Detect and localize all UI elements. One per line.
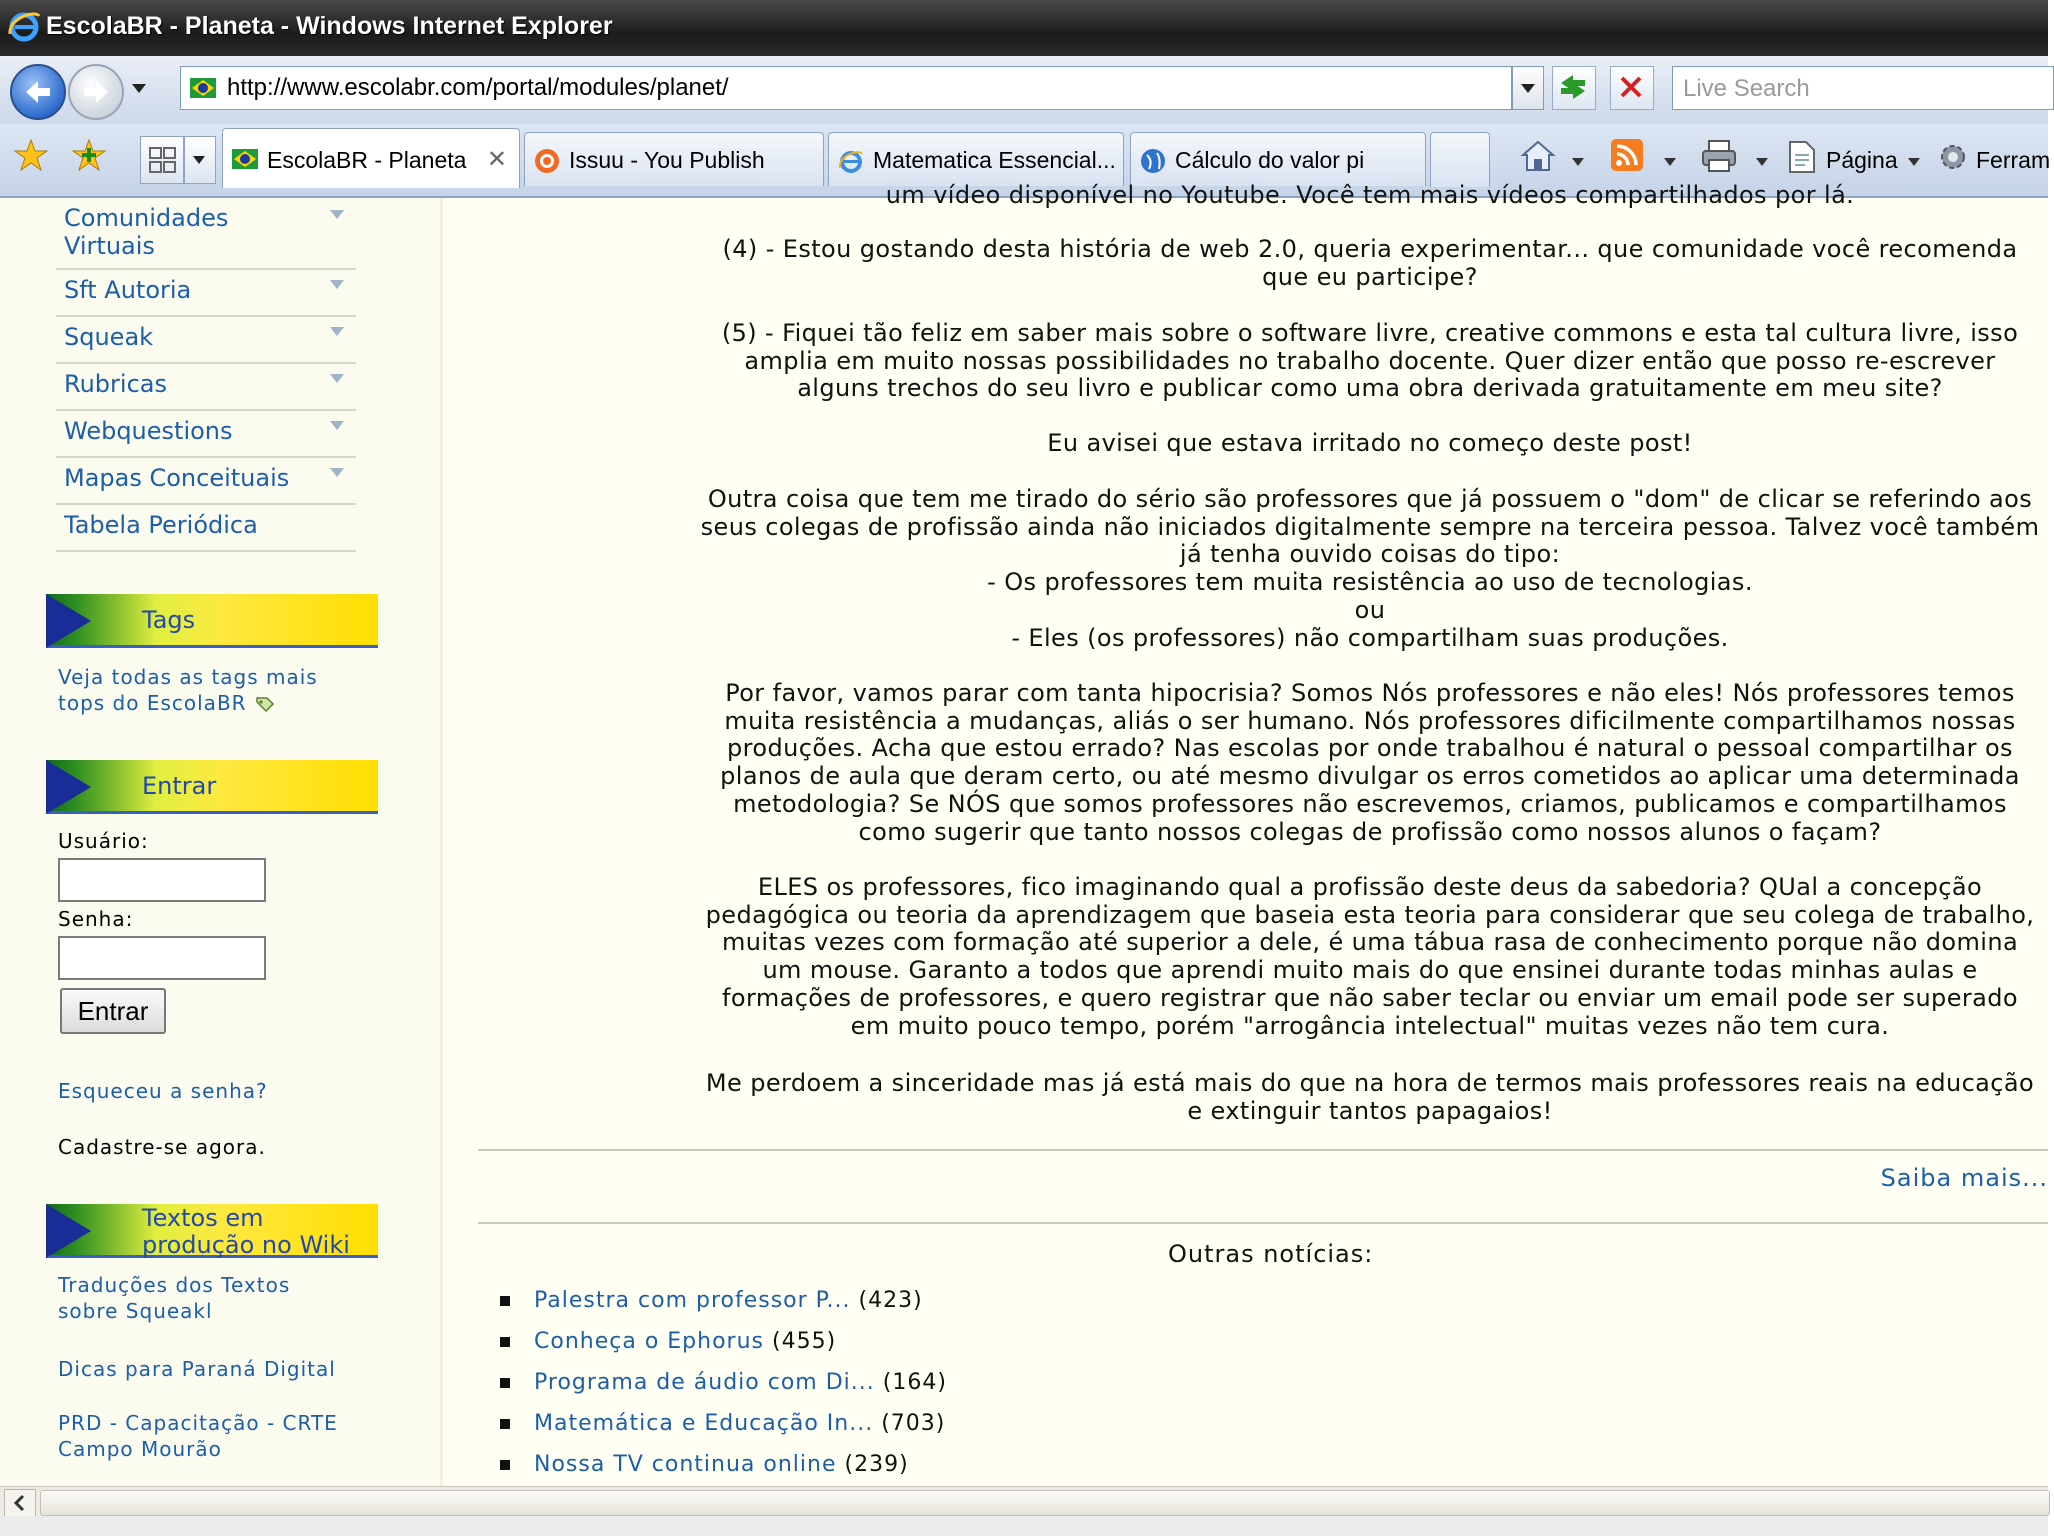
new-tab-button[interactable] bbox=[1430, 132, 1490, 187]
chevron-down-icon bbox=[330, 280, 344, 289]
sidebar-item-label: Webquestions bbox=[64, 417, 233, 445]
page-icon bbox=[1786, 140, 1818, 174]
block-title: Textos em bbox=[142, 1204, 264, 1232]
list-item bbox=[500, 1288, 923, 1313]
other-news-title: Outras notícias: bbox=[1168, 1240, 1374, 1268]
sidebar-item-comunidades-virtuais[interactable] bbox=[56, 198, 356, 270]
address-toolbar bbox=[0, 56, 2048, 125]
print-icon[interactable] bbox=[1700, 138, 1738, 174]
site-favicon-icon bbox=[231, 145, 259, 173]
sidebar-item-mapas-conceituais[interactable] bbox=[56, 456, 356, 505]
page-dropdown-icon[interactable] bbox=[1908, 158, 1920, 166]
sidebar-item-tabela-periodica[interactable] bbox=[56, 503, 356, 552]
article-quote: ou bbox=[1354, 596, 1386, 624]
chevron-down-icon bbox=[330, 374, 344, 383]
refresh-button[interactable] bbox=[1552, 66, 1596, 110]
article-text-cut: um vídeo disponível no Youtube. Você tem mais vídeos compartilhados por lá. bbox=[885, 181, 1855, 209]
wiki-link-parana-digital[interactable] bbox=[58, 1356, 336, 1382]
link-text: PRD - Capacitação - CRTE bbox=[58, 1411, 338, 1435]
page-menu-button[interactable]: Página bbox=[1826, 147, 1898, 173]
quick-tabs-button[interactable] bbox=[140, 136, 184, 184]
link-text: sobre Squeakl bbox=[58, 1299, 213, 1323]
news-link[interactable]: Nossa TV continua online bbox=[534, 1452, 837, 1477]
rss-feed-icon[interactable] bbox=[1610, 138, 1644, 172]
article-paragraph: Eu avisei que estava irritado no começo deste post! bbox=[1047, 429, 1693, 457]
window-title-bar bbox=[0, 0, 2048, 56]
sidebar-item-label: Comunidades bbox=[64, 204, 229, 232]
page-globe-icon bbox=[1139, 147, 1167, 175]
issuu-icon bbox=[533, 147, 561, 175]
back-button[interactable] bbox=[10, 64, 66, 120]
news-link[interactable]: Matemática e Educação In... bbox=[534, 1411, 874, 1436]
username-label: Usuário: bbox=[58, 829, 149, 853]
gear-icon bbox=[1936, 140, 1970, 174]
site-favicon-icon bbox=[189, 75, 217, 101]
link-text: Veja todas as tags mais bbox=[58, 665, 318, 689]
news-link[interactable]: Programa de áudio com Di... bbox=[534, 1370, 875, 1395]
link-text: Traduções dos Textos bbox=[58, 1273, 291, 1297]
article-paragraph: (5) - Fiquei tão feliz em saber mais sobre o software livre, creative commons e esta tal cultura livre, isso amplia em muito nossas possibilidades no trabalho docente. Quer dizer então que posso re-escrever alguns trechos do seu livro e publicar como uma obra derivada gratuitamente em meu site? bbox=[721, 319, 2019, 403]
article-paragraph: Outra coisa que tem me tirado do sério são professores que já possuem o "dom" de clicar se referindo aos seus colegas de profissão ainda não iniciados digitalmente sempre na terceira pessoa. Talvez você também já tenha ouvido coisas do tipo: bbox=[700, 485, 2040, 569]
article-paragraph: (4) - Estou gostando desta história de web 2.0, queria experimentar... que comunidade você recomenda que eu participe? bbox=[722, 235, 2018, 291]
news-link[interactable]: Palestra com professor P... bbox=[534, 1288, 851, 1313]
sidebar-item-label: Sft Autoria bbox=[64, 276, 192, 304]
login-block-header bbox=[46, 760, 378, 814]
password-field[interactable] bbox=[58, 936, 266, 980]
link-text: tops do EscolaBR bbox=[58, 691, 247, 715]
favorites-star-icon[interactable] bbox=[14, 138, 48, 172]
horizontal-scrollbar[interactable] bbox=[0, 1486, 2048, 1517]
bullet-icon bbox=[500, 1419, 510, 1429]
sidebar-item-rubricas[interactable] bbox=[56, 362, 356, 411]
list-item bbox=[500, 1370, 947, 1395]
close-icon bbox=[1611, 67, 1651, 107]
tab-list-dropdown[interactable] bbox=[184, 136, 216, 184]
block-title: Entrar bbox=[142, 772, 217, 800]
search-input[interactable] bbox=[1681, 74, 2045, 104]
list-item bbox=[500, 1411, 945, 1436]
wiki-link-traducoes[interactable] bbox=[58, 1272, 290, 1324]
url-text[interactable]: http://www.escolabr.com/portal/modules/planet/ bbox=[227, 74, 729, 101]
flag-icon bbox=[46, 760, 91, 814]
login-button[interactable]: Entrar bbox=[60, 988, 166, 1034]
list-item bbox=[500, 1452, 909, 1477]
flag-icon bbox=[46, 1204, 91, 1258]
link-text: Campo Mourão bbox=[58, 1437, 222, 1461]
home-icon[interactable] bbox=[1520, 138, 1556, 174]
sidebar-item-label: Mapas Conceituais bbox=[64, 464, 290, 492]
refresh-icon bbox=[1553, 67, 1593, 107]
url-history-dropdown[interactable] bbox=[1512, 66, 1544, 110]
tab-label: Issuu - You Publish bbox=[569, 147, 765, 173]
address-bar[interactable] bbox=[180, 66, 1512, 110]
view-count: (239) bbox=[844, 1452, 909, 1477]
divider bbox=[478, 1222, 2048, 1224]
scroll-thumb[interactable] bbox=[40, 1490, 2050, 1516]
status-bar bbox=[0, 1516, 2048, 1536]
bullet-icon bbox=[500, 1337, 510, 1347]
sidebar-item-sft-autoria[interactable] bbox=[56, 268, 356, 317]
view-count: (703) bbox=[881, 1411, 946, 1436]
view-count: (455) bbox=[772, 1329, 837, 1354]
block-title: Tags bbox=[142, 606, 196, 634]
divider bbox=[478, 1149, 2048, 1151]
article-paragraph: Por favor, vamos parar com tanta hipocrisia? Somos Nós professores e não eles! Nós professores temos muita resistência a mudanças, aliás o ser humano. Nós professores dificilmente compartilhamos nossas produções. Acha que estou errado? Nas escolas por onde trabalhou é natural o pessoal compartilhar os planos de aula que deram certo, ou até mesmo divulgar os erros cometidos ao aplicar uma determinada metodologia? Se NÓS que somos professores não escrevemos, criamos, publicamos e compartilhamos como sugerir que tanto nossos colegas de profissão como nossos alunos o façam? bbox=[720, 679, 2020, 846]
scroll-left-button[interactable] bbox=[4, 1489, 36, 1517]
bullet-icon bbox=[500, 1460, 510, 1470]
chevron-down-icon bbox=[330, 421, 344, 430]
tab-calculo-valor-pi[interactable] bbox=[1130, 132, 1426, 186]
password-label: Senha: bbox=[58, 907, 134, 931]
username-field[interactable] bbox=[58, 858, 266, 902]
sidebar-item-label: Virtuais bbox=[64, 232, 155, 260]
list-item bbox=[500, 1329, 836, 1354]
print-dropdown-icon[interactable] bbox=[1756, 158, 1768, 166]
sidebar-item-webquestions[interactable] bbox=[56, 409, 356, 458]
tags-block-header bbox=[46, 594, 378, 648]
forward-button[interactable] bbox=[68, 64, 124, 120]
tools-menu-button[interactable]: Ferram bbox=[1976, 147, 2051, 173]
article-quote: - Eles (os professores) não compartilham suas produções. bbox=[1011, 624, 1729, 652]
read-more-link[interactable]: Saiba mais... bbox=[1880, 1164, 2048, 1192]
chevron-down-icon bbox=[330, 327, 344, 336]
internet-explorer-icon bbox=[6, 8, 42, 44]
chevron-down-icon bbox=[330, 210, 344, 219]
bullet-icon bbox=[500, 1378, 510, 1388]
tab-label: Cálculo do valor pi bbox=[1175, 147, 1365, 173]
sidebar-item-label: Tabela Periódica bbox=[64, 511, 258, 539]
article-paragraph: Me perdoem a sinceridade mas já está mais do que na hora de termos mais professores reais na educação e extinguir tantos papagaios! bbox=[705, 1069, 2035, 1125]
feeds-dropdown-icon[interactable] bbox=[1664, 158, 1676, 166]
tab-label: EscolaBR - Planeta bbox=[267, 147, 467, 173]
wiki-block-header bbox=[46, 1204, 378, 1258]
block-title: produção no Wiki bbox=[142, 1231, 350, 1259]
wiki-link-prd[interactable] bbox=[58, 1410, 338, 1462]
link-text: Dicas para Paraná Digital bbox=[58, 1357, 336, 1381]
article-quote: - Os professores tem muita resistência ao uso de tecnologias. bbox=[987, 568, 1753, 596]
tab-label: Matematica Essencial... bbox=[873, 147, 1116, 173]
add-favorites-icon[interactable] bbox=[72, 138, 106, 172]
page-content bbox=[0, 181, 2048, 1486]
recent-pages-dropdown[interactable] bbox=[132, 84, 146, 93]
live-search-box[interactable] bbox=[1672, 66, 2054, 110]
stop-button[interactable] bbox=[1610, 66, 1654, 110]
bullet-icon bbox=[500, 1296, 510, 1306]
forward-arrow-icon bbox=[80, 76, 112, 108]
article-paragraph: ELES os professores, fico imaginando qual a profissão deste deus da sabedoria? QUal a concepção pedagógica ou teoria da aprendizagem que baseia esta teoria para considerar que seu colega de trabalho, muitas vezes com formação até superior a dele, é uma tábua rasa de conhecimento porque não domina um mouse. Garanto a todos que aprendi muito mais do que ensinei durante todas minhas aulas e formações de professores, e quero registrar que não saber teclar ou enviar um email pode ser superado em muito pouco tempo, porém "arrogância intelectual" muitas vezes não tem cura. bbox=[705, 873, 2035, 1040]
view-count: (423) bbox=[858, 1288, 923, 1313]
chevron-down-icon bbox=[330, 468, 344, 477]
back-arrow-icon bbox=[22, 76, 54, 108]
sidebar-item-label: Squeak bbox=[64, 323, 154, 351]
news-link[interactable]: Conheça o Ephorus bbox=[534, 1329, 764, 1354]
chevron-left-icon bbox=[5, 1490, 35, 1516]
forgot-password-link[interactable]: Esqueceu a senha? bbox=[58, 1079, 268, 1103]
tag-icon bbox=[254, 694, 276, 716]
register-text: Cadastre-se agora. bbox=[58, 1135, 266, 1159]
flag-icon bbox=[46, 594, 91, 648]
tab-matematica-essencial[interactable] bbox=[828, 132, 1124, 186]
sidebar-item-squeak[interactable] bbox=[56, 315, 356, 364]
view-count: (164) bbox=[882, 1370, 947, 1395]
quick-tabs-icon bbox=[141, 137, 183, 183]
internet-explorer-icon bbox=[837, 147, 865, 175]
home-dropdown-icon[interactable] bbox=[1572, 158, 1584, 166]
sidebar-item-label: Rubricas bbox=[64, 370, 167, 398]
window-title: EscolaBR - Planeta - Windows Internet Explorer bbox=[46, 12, 613, 40]
tab-issuu[interactable] bbox=[524, 132, 824, 186]
close-tab-icon[interactable]: ✕ bbox=[486, 145, 507, 173]
all-tags-link[interactable] bbox=[58, 664, 318, 716]
tab-escolabr-planeta[interactable] bbox=[222, 128, 520, 188]
